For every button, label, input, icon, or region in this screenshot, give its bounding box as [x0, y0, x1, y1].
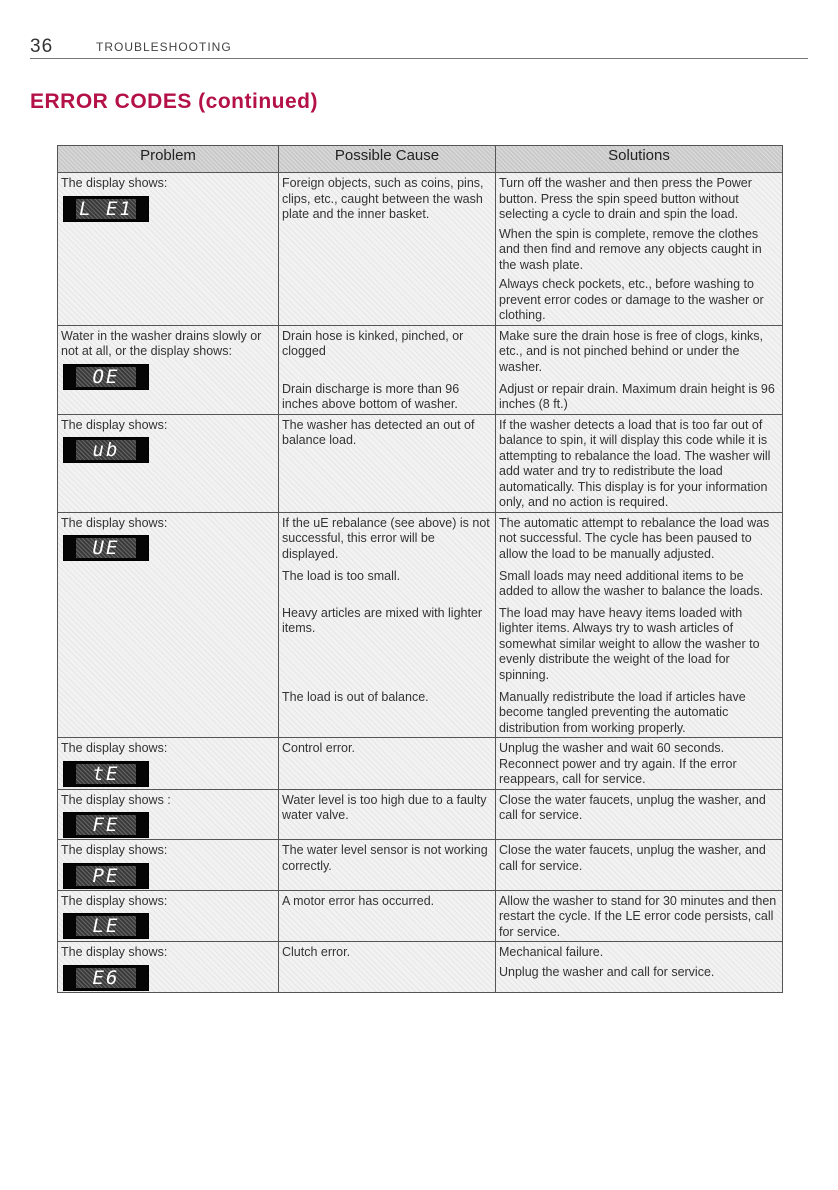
solution-cell [496, 890, 783, 942]
error-code-display [63, 913, 149, 939]
table-row [58, 890, 783, 942]
error-code-display [63, 863, 149, 889]
problem-cell [58, 414, 279, 512]
table-body [58, 173, 783, 993]
section-name: TROUBLESHOOTING [96, 40, 232, 54]
problem-text: The display shows: [61, 417, 168, 432]
solution-cell [496, 789, 783, 840]
solution-text: Turn off the washer and then press the Power button. Press the spin speed button without selecting a cycle to drain and spin the load. [499, 176, 752, 221]
table-row [58, 738, 783, 790]
solution-group [499, 843, 779, 874]
solution-cell [496, 173, 783, 326]
solution-text: Close the water faucets, unplug the washer, and call for service. [499, 843, 766, 873]
problem-text: The display shows: [61, 176, 168, 190]
table-row [58, 840, 783, 891]
error-code-display [63, 364, 149, 390]
solution-group [499, 516, 779, 563]
solution-group [499, 894, 779, 941]
cause-cell [279, 840, 496, 891]
cause-text: The water level sensor is not working correctly. [282, 843, 488, 873]
error-code: ub [76, 440, 136, 460]
cause-cell [279, 512, 496, 738]
solution-cell [496, 325, 783, 414]
solution-text: When the spin is complete, remove the clothes and then find and remove any objects caught in the wash plate. [499, 226, 762, 272]
table-row [58, 325, 783, 414]
problem-text: The display shows: [61, 945, 168, 959]
cause-cell [279, 414, 496, 512]
solution-text: Unplug the washer and call for service. [499, 964, 715, 979]
problem-cell [58, 840, 279, 891]
problem-cell [58, 512, 279, 738]
cause-cell [279, 942, 496, 993]
page-header [30, 36, 808, 59]
solution-cell [496, 840, 783, 891]
header-solutions: Solutions [496, 146, 783, 173]
solution-group [499, 606, 779, 684]
cause-text: If the uE rebalance (see above) is not successful, this error will be displayed. [282, 515, 490, 561]
problem-cell [58, 789, 279, 840]
solution-text: Mechanical failure. [499, 945, 604, 959]
solution-group [499, 569, 779, 600]
error-code-display [63, 965, 149, 991]
table-row [58, 414, 783, 512]
solution-group [499, 382, 779, 413]
cause-cell [279, 738, 496, 790]
cause-text: A motor error has occurred. [282, 893, 435, 908]
problem-text: The display shows : [61, 792, 171, 807]
solution-group [499, 793, 779, 824]
solution-text: Always check pockets, etc., before washing to prevent error codes or damage to the washer or clothing. [499, 277, 764, 322]
error-code-display [63, 437, 149, 463]
cause-cell [279, 890, 496, 942]
table-header-row [58, 146, 783, 173]
problem-cell [58, 890, 279, 942]
cause-text: Control error. [282, 741, 355, 755]
solution-text: Adjust or repair drain. Maximum drain height is 96 inches (8 ft.) [499, 381, 775, 411]
solution-text: If the washer detects a load that is too far out of balance to spin, it will display this code while it is attempting to rebalance the load. The washer will add water and try to redistribute the load automatically. This display is for your information only, and no action is required. [499, 417, 771, 509]
solution-group [499, 741, 779, 788]
error-code: E6 [76, 968, 136, 988]
header-possible-cause: Possible Cause [279, 146, 496, 173]
cause-text: The washer has detected an out of balance load. [282, 417, 475, 447]
cause-text: The load is out of balance. [282, 689, 429, 704]
error-code-display [63, 196, 149, 222]
header-problem: Problem [58, 146, 279, 173]
error-code: LE [76, 916, 136, 936]
solution-text: Small loads may need additional items to be added to allow the washer to balance the loads. [499, 568, 764, 598]
solution-cell [496, 942, 783, 993]
solution-group [499, 176, 779, 324]
solution-text: The load may have heavy items loaded with lighter items. Always try to wash articles of somewhat similar weight to allow the washer to evenly distribute the weight of the load for spinning. [499, 605, 760, 682]
problem-text: The display shows: [61, 843, 168, 857]
problem-cell [58, 942, 279, 993]
problem-cell [58, 738, 279, 790]
problem-cell [58, 325, 279, 414]
solution-text: Close the water faucets, unplug the washer, and call for service. [499, 792, 766, 822]
solution-cell [496, 738, 783, 790]
table-row [58, 942, 783, 993]
error-code: PE [76, 866, 136, 886]
error-code-display [63, 812, 149, 838]
table-row [58, 512, 783, 738]
solution-text: Unplug the washer and wait 60 seconds. Reconnect power and try again. If the error reappears, call for service. [499, 741, 737, 786]
page-number: 36 [30, 36, 54, 57]
cause-text: Foreign objects, such as coins, pins, clips, etc., caught between the wash plate and the inner basket. [282, 176, 484, 221]
page-title: ERROR CODES (continued) [30, 90, 318, 113]
solution-cell [496, 414, 783, 512]
cause-cell [279, 789, 496, 840]
cause-text: Drain hose is kinked, pinched, or clogged [282, 328, 464, 358]
error-code: L E1 [76, 199, 136, 219]
solution-text: The automatic attempt to rebalance the load was not successful. The cycle has been paused to allow the load to be manually adjusted. [499, 515, 770, 561]
table-row [58, 173, 783, 326]
cause-text: Drain discharge is more than 96 inches above bottom of washer. [282, 381, 460, 411]
solution-text: Allow the washer to stand for 30 minutes and then restart the cycle. If the LE error code persists, call for service. [499, 893, 777, 939]
solution-group [499, 945, 779, 980]
cause-text: Heavy articles are mixed with lighter items. [282, 605, 483, 635]
error-code: FE [76, 815, 136, 835]
solution-text: Manually redistribute the load if articles have become tangled preventing the automatic distribution from working properly. [499, 689, 746, 735]
error-code-display [63, 761, 149, 787]
error-code: tE [76, 764, 136, 784]
cause-text: Water level is too high due to a faulty water valve. [282, 792, 487, 822]
solution-group [499, 329, 779, 376]
cause-text: The load is too small. [282, 568, 401, 583]
table-row [58, 789, 783, 840]
cause-text: Clutch error. [282, 945, 351, 959]
solution-group [499, 418, 779, 511]
error-code: UE [76, 538, 136, 558]
error-code-display [63, 535, 149, 561]
solution-text: Make sure the drain hose is free of clogs, kinks, etc., and is not pinched behind or under the washer. [499, 328, 764, 374]
problem-text: The display shows: [61, 893, 168, 908]
cause-cell [279, 325, 496, 414]
error-codes-table [57, 145, 783, 993]
error-code: OE [76, 367, 136, 387]
solution-group [499, 690, 779, 737]
problem-text: The display shows: [61, 515, 168, 530]
problem-cell [58, 173, 279, 326]
cause-cell [279, 173, 496, 326]
problem-text: The display shows: [61, 741, 168, 755]
solution-cell [496, 512, 783, 738]
problem-text: Water in the washer drains slowly or not at all, or the display shows: [61, 328, 262, 358]
